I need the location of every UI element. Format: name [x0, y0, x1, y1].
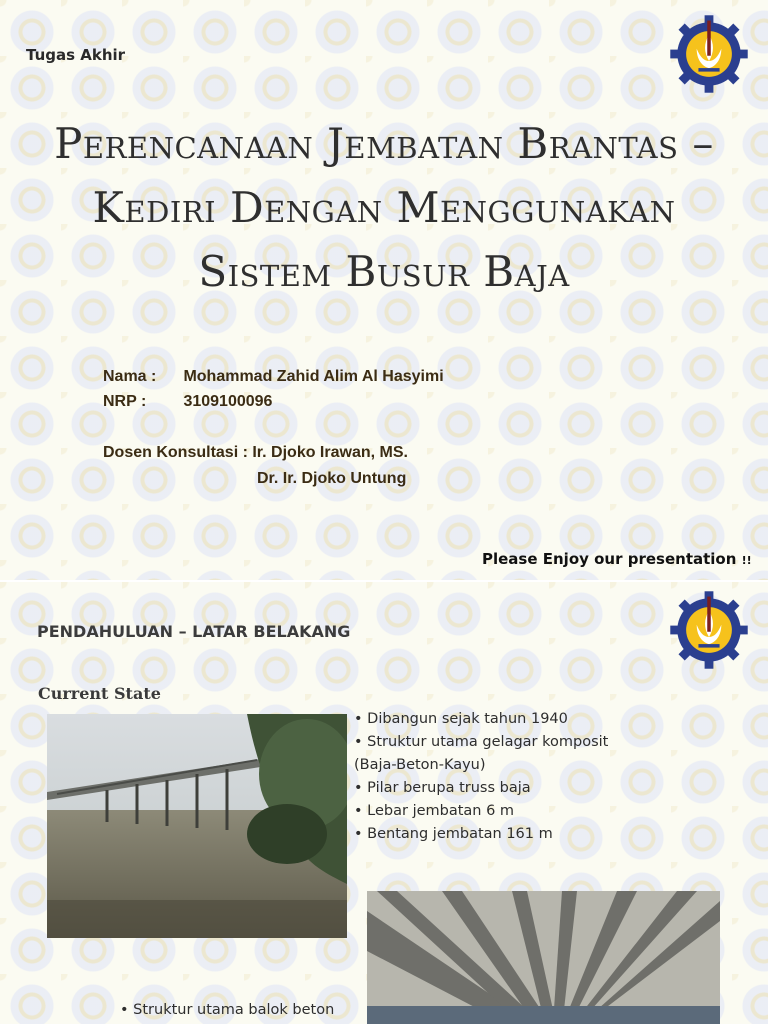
bottom-bullet: • Struktur utama balok beton	[120, 1002, 335, 1018]
advisor-row	[103, 444, 408, 462]
nrp-label: NRP :	[103, 393, 147, 410]
closing-message	[482, 550, 752, 568]
student-name-row	[103, 368, 444, 386]
current-state-heading: Current State	[38, 684, 161, 703]
its-logo-icon	[665, 10, 753, 98]
bullet-item: • Dibangun sejak tahun 1940	[354, 711, 568, 727]
name-value: Mohammad Zahid Alim Al Hasyimi	[183, 368, 444, 385]
student-id-row	[103, 393, 272, 411]
bullet-item: (Baja-Beton-Kayu)	[354, 757, 486, 773]
course-label: Tugas Akhir	[26, 46, 126, 64]
bridge-underside-photo	[367, 891, 720, 1024]
title-line-2: Kediri Dengan Menggunakan	[92, 183, 676, 232]
title-line-1: Perencanaan Jembatan Brantas –	[54, 119, 714, 168]
advisor-2: Dr. Ir. Djoko Untung	[257, 470, 407, 487]
title-line-3: Sistem Busur Baja	[198, 247, 570, 296]
closing-text: Please Enjoy our presentation	[482, 550, 737, 568]
presentation-title	[30, 112, 738, 304]
nrp-value: 3109100096	[183, 393, 273, 410]
name-label: Nama :	[103, 368, 157, 385]
advisor-1: Ir. Djoko Irawan, MS.	[252, 444, 408, 461]
bullet-item: • Pilar berupa truss baja	[354, 780, 531, 796]
advisor-label: Dosen Konsultasi :	[103, 444, 248, 461]
its-logo-icon	[665, 586, 753, 674]
bullet-item: • Lebar jembatan 6 m	[354, 803, 515, 819]
closing-mark: !!	[741, 554, 752, 567]
bullet-item: • Struktur utama gelagar komposit	[354, 734, 609, 750]
bullet-item: • Bentang jembatan 161 m	[354, 826, 553, 842]
bridge-river-photo	[47, 714, 347, 938]
section-title: PENDAHULUAN – LATAR BELAKANG	[37, 622, 351, 641]
current-state-bullets	[354, 708, 654, 846]
